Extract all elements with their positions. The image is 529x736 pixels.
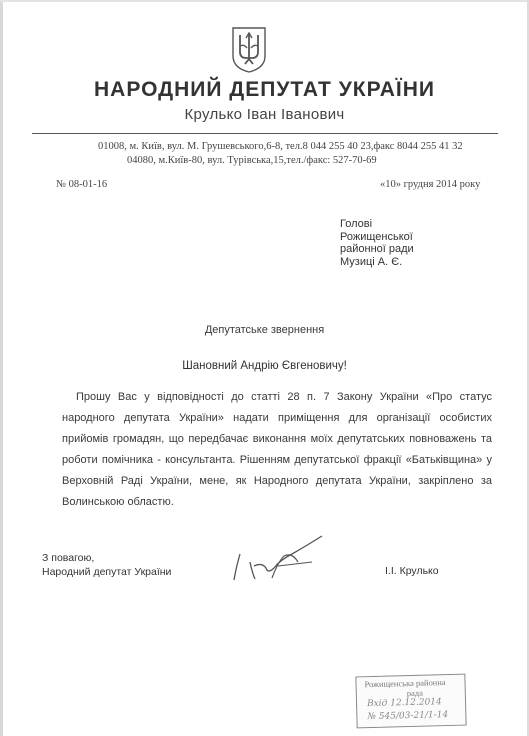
stamp-incoming-number: № 545/03-21/1-14 xyxy=(367,710,449,723)
registration-stamp xyxy=(355,674,466,729)
letterhead-address-turivska: 04080, м.Київ-80, вул. Турівська,15,тел./факс: 527-70-69 xyxy=(127,155,377,166)
handwritten-signature xyxy=(222,532,334,588)
scan-edge-top xyxy=(0,0,529,2)
letterhead-name: Крулько Іван Іванович xyxy=(184,106,345,123)
trident-coat-of-arms-icon xyxy=(231,26,267,74)
addressee-block xyxy=(340,218,414,268)
salutation: Шановний Андрію Євгеновичу! xyxy=(182,360,347,372)
stamp-organization-suffix: рада xyxy=(406,687,424,699)
closing-block xyxy=(42,551,171,579)
stamp-incoming-date: Вхід 12.12.2014 xyxy=(366,697,442,710)
body-paragraph xyxy=(62,387,492,513)
letterhead-divider xyxy=(32,133,498,134)
closing-regards: З повагою, xyxy=(42,552,95,564)
addressee-line: Музиці А. Є. xyxy=(340,255,403,268)
stamp-organization: Рожищенська районна xyxy=(364,677,446,690)
reference-number: № 08-01-16 xyxy=(56,179,108,190)
addressee-line: районної ради xyxy=(340,243,414,256)
closing-title: Народний депутат України xyxy=(42,566,172,578)
letterhead-address-kyiv: 01008, м. Київ, вул. М. Грушевського,6-8, тел.8 044 255 40 23,факс 8044 255 41 32 xyxy=(98,141,463,152)
body-paragraph-text: Прошу Вас у відповідності до статті 28 п. 7 Закону України «Про статус народного депутата України» надати приміщення для організації особистих прийомів громадян, що передбачає виконання моїх депутатських повноважень та роботи помічника - консультанта. Рішенням депутатської фракції «Батьківщина» у Верховній Раді України, мене, як Народного депутата України, закріплено за Волинською областю. xyxy=(62,391,492,508)
signer-name: І.І. Крулько xyxy=(385,565,439,577)
letterhead-title: НАРОДНИЙ ДЕПУТАТ УКРАЇНИ xyxy=(94,78,435,101)
letter-date: «10» грудня 2014 року xyxy=(380,179,481,190)
document-subject: Депутатське звернення xyxy=(204,324,325,336)
letter-body xyxy=(62,387,492,513)
addressee-line: Голові xyxy=(340,218,373,230)
addressee-line: Рожищенської xyxy=(340,230,413,243)
